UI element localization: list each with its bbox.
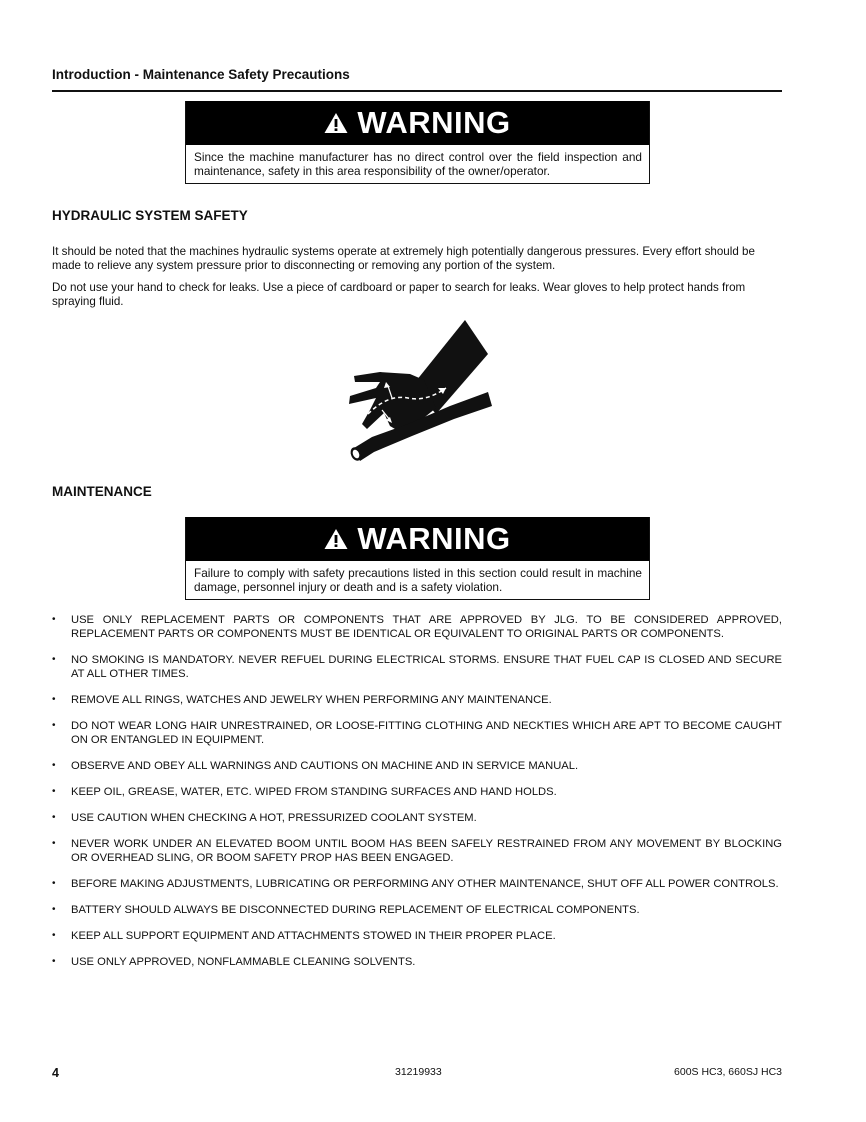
list-item: • BEFORE MAKING ADJUSTMENTS, LUBRICATING OR PERFORMING ANY OTHER MAINTENANCE, SHUT OFF ALL POWER CONTROLS.	[52, 877, 782, 891]
list-item: • USE ONLY REPLACEMENT PARTS OR COMPONENTS THAT ARE APPROVED BY JLG. TO BE CONSIDERED APPROVED, REPLACEMENT PARTS OR COMPONENTS MUST BE IDENTICAL OR EQUIVALENT TO ORIGINAL PARTS OR COMPONENTS.	[52, 613, 782, 641]
warning-header	[186, 517, 649, 561]
warning-header	[186, 101, 649, 145]
model-numbers: 600S HC3, 660SJ HC3	[674, 1066, 782, 1078]
list-item: • NEVER WORK UNDER AN ELEVATED BOOM UNTIL BOOM HAS BEEN SAFELY RESTRAINED FROM ANY MOVEMENT BY BLOCKING OR OVERHEAD SLING, OR BOOM SAFETY PROP HAS BEEN ENGAGED.	[52, 837, 782, 865]
list-item: • NO SMOKING IS MANDATORY. NEVER REFUEL DURING ELECTRICAL STORMS. ENSURE THAT FUEL CAP IS CLOSED AND SECURE AT ALL OTHER TIMES.	[52, 653, 782, 681]
warning-title: WARNING	[357, 105, 511, 140]
hand-hydraulic-leak-icon	[340, 316, 505, 466]
paragraph-leaks: Do not use your hand to check for leaks. Use a piece of cardboard or paper to search for leaks. Wear gloves to help protect hands from spraying fluid.	[52, 281, 746, 308]
list-item: • KEEP OIL, GREASE, WATER, ETC. WIPED FROM STANDING SURFACES AND HAND HOLDS.	[52, 785, 782, 799]
warning-triangle-icon	[324, 112, 348, 134]
list-item: • BATTERY SHOULD ALWAYS BE DISCONNECTED DURING REPLACEMENT OF ELECTRICAL COMPONENTS.	[52, 903, 782, 917]
list-item: • OBSERVE AND OBEY ALL WARNINGS AND CAUTIONS ON MACHINE AND IN SERVICE MANUAL.	[52, 759, 782, 773]
warning-box-ownership	[185, 101, 650, 184]
list-item: • USE CAUTION WHEN CHECKING A HOT, PRESSURIZED COOLANT SYSTEM.	[52, 811, 782, 825]
section-heading-maintenance: MAINTENANCE	[52, 484, 152, 499]
warning-box-compliance	[185, 517, 650, 600]
page-number: 4	[52, 1066, 59, 1080]
page-header-title: Introduction - Maintenance Safety Precautions	[52, 67, 350, 82]
maintenance-precautions-list	[52, 613, 782, 981]
header-divider	[52, 90, 782, 92]
warning-title: WARNING	[357, 521, 511, 556]
warning-text: Since the machine manufacturer has no direct control over the field inspection and maintenance, safety in this area responsibility of the owner/operator.	[194, 150, 642, 178]
list-item: • USE ONLY APPROVED, NONFLAMMABLE CLEANING SOLVENTS.	[52, 955, 782, 969]
list-item: • KEEP ALL SUPPORT EQUIPMENT AND ATTACHMENTS STOWED IN THEIR PROPER PLACE.	[52, 929, 782, 943]
document-number: 31219933	[395, 1066, 442, 1078]
section-heading-hydraulic: HYDRAULIC SYSTEM SAFETY	[52, 208, 248, 223]
warning-text: Failure to comply with safety precautions listed in this section could result in machine damage, personnel injury or death and is a safety violation.	[194, 566, 642, 594]
list-item: • REMOVE ALL RINGS, WATCHES AND JEWELRY WHEN PERFORMING ANY MAINTENANCE.	[52, 693, 782, 707]
warning-triangle-icon	[324, 528, 348, 550]
paragraph-pressure: It should be noted that the machines hydraulic systems operate at extremely high potentially dangerous pressures. Every effort should be made to relieve any system pressure prior to disconnecting or removing any portion of the system.	[52, 245, 755, 272]
list-item: • DO NOT WEAR LONG HAIR UNRESTRAINED, OR LOOSE-FITTING CLOTHING AND NECKTIES WHICH ARE APT TO BECOME CAUGHT ON OR ENTANGLED IN EQUIPMENT.	[52, 719, 782, 747]
